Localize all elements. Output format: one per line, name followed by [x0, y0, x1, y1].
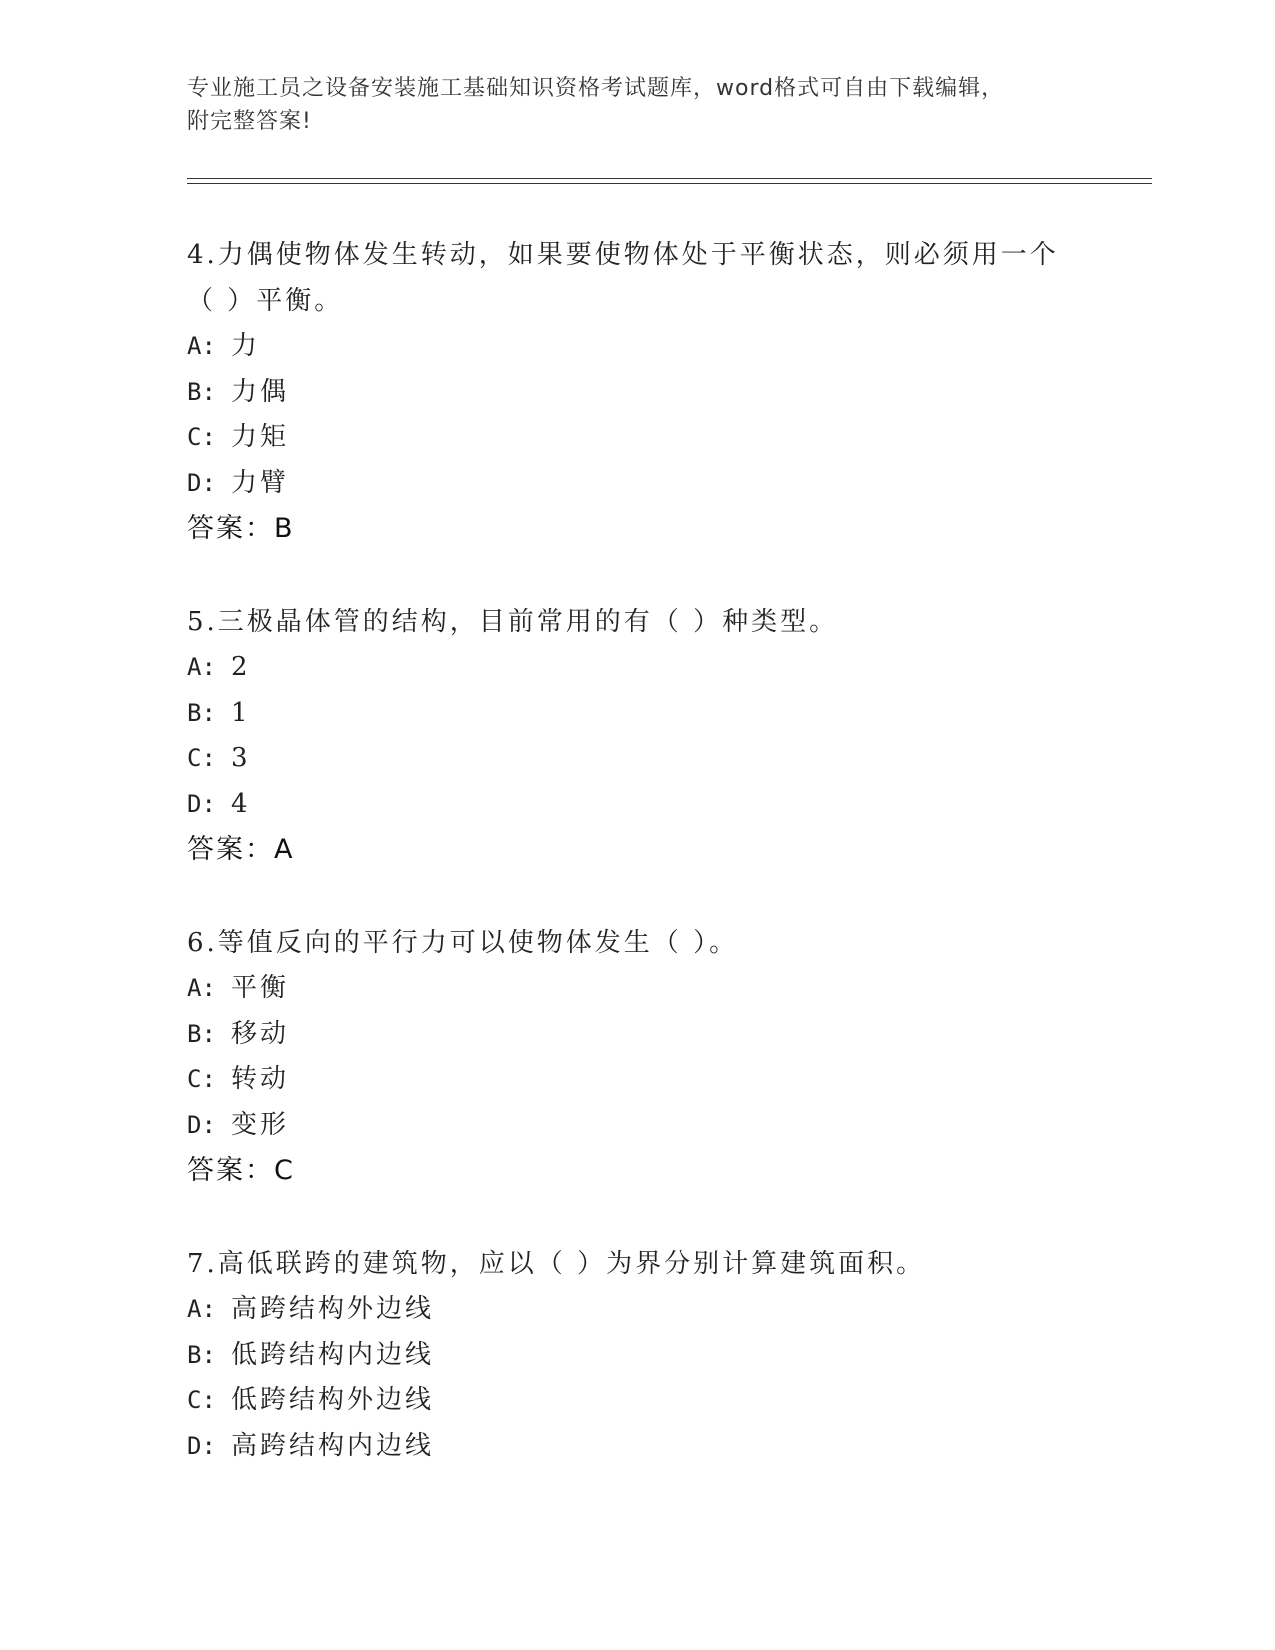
document-header [187, 72, 1087, 138]
option-key: B: [187, 377, 216, 406]
option-text: 力 [231, 331, 261, 361]
option-key: B: [187, 1340, 216, 1369]
option-key: A: [187, 332, 216, 360]
question-stem: 7.高低联跨的建筑物，应以（ ）为界分别计算建筑面积。 [187, 1249, 926, 1279]
option-text: 转动 [231, 1064, 290, 1094]
header-double-rule [187, 178, 1152, 184]
option-key: A: [187, 653, 216, 681]
option-text: 变形 [231, 1109, 290, 1140]
option-a [187, 966, 1087, 1012]
option-text: 移动 [231, 1018, 290, 1049]
question-stem: 4.力偶使物体发生转动，如果要使物体处于平衡状态，则必须用一个 [187, 240, 1059, 270]
option-key: A: [187, 1295, 216, 1323]
option-key: D: [187, 468, 216, 497]
option-b [187, 691, 1087, 737]
question-stem: 5.三极晶体管的结构，目前常用的有（ ）种类型。 [187, 607, 839, 637]
option-text: 平衡 [231, 973, 290, 1003]
question-list [187, 232, 1087, 1516]
option-text: 力偶 [231, 376, 290, 407]
option-key: A: [187, 974, 216, 1002]
answer-label: 答案：C [187, 1155, 295, 1186]
option-d [187, 461, 1087, 507]
option-b [187, 1333, 1087, 1379]
option-key: D: [187, 1110, 216, 1139]
option-text: 低跨结构内边线 [231, 1339, 435, 1370]
option-text: 力臂 [231, 467, 290, 498]
answer-label: 答案：B [187, 513, 295, 544]
question-stem-continued: （ ）平衡。 [187, 286, 344, 316]
option-text: 3 [231, 743, 251, 773]
option-a [187, 1287, 1087, 1333]
option-d [187, 1424, 1087, 1470]
option-d [187, 782, 1087, 828]
option-key: B: [187, 698, 216, 727]
option-text: 力矩 [231, 422, 290, 452]
option-text: 2 [231, 652, 251, 682]
option-key: D: [187, 789, 216, 818]
option-text: 1 [231, 697, 251, 728]
option-d [187, 1103, 1087, 1149]
option-a [187, 324, 1087, 370]
option-b [187, 1012, 1087, 1058]
option-text: 高跨结构内边线 [231, 1430, 435, 1461]
question-5 [187, 599, 1087, 873]
option-text: 高跨结构外边线 [231, 1294, 435, 1324]
option-c [187, 415, 1087, 461]
header-title-line-1: 专业施工员之设备安装施工基础知识资格考试题库，word格式可自由下载编辑， [187, 76, 1005, 101]
option-key: C: [187, 744, 216, 772]
option-key: C: [187, 423, 216, 451]
question-stem: 6.等值反向的平行力可以使物体发生（ ）。 [187, 928, 739, 958]
option-b [187, 370, 1087, 416]
option-c [187, 1057, 1087, 1103]
option-a [187, 645, 1087, 691]
option-c [187, 1378, 1087, 1424]
header-title-line-2: 附完整答案! [187, 109, 312, 134]
question-4 [187, 232, 1087, 552]
option-key: B: [187, 1019, 216, 1048]
option-key: D: [187, 1431, 216, 1460]
option-c [187, 736, 1087, 782]
option-key: C: [187, 1386, 216, 1414]
answer-label: 答案：A [187, 834, 295, 865]
option-text: 低跨结构外边线 [231, 1385, 435, 1415]
question-7 [187, 1241, 1087, 1469]
option-key: C: [187, 1065, 216, 1093]
question-6 [187, 920, 1087, 1194]
option-text: 4 [231, 788, 251, 819]
